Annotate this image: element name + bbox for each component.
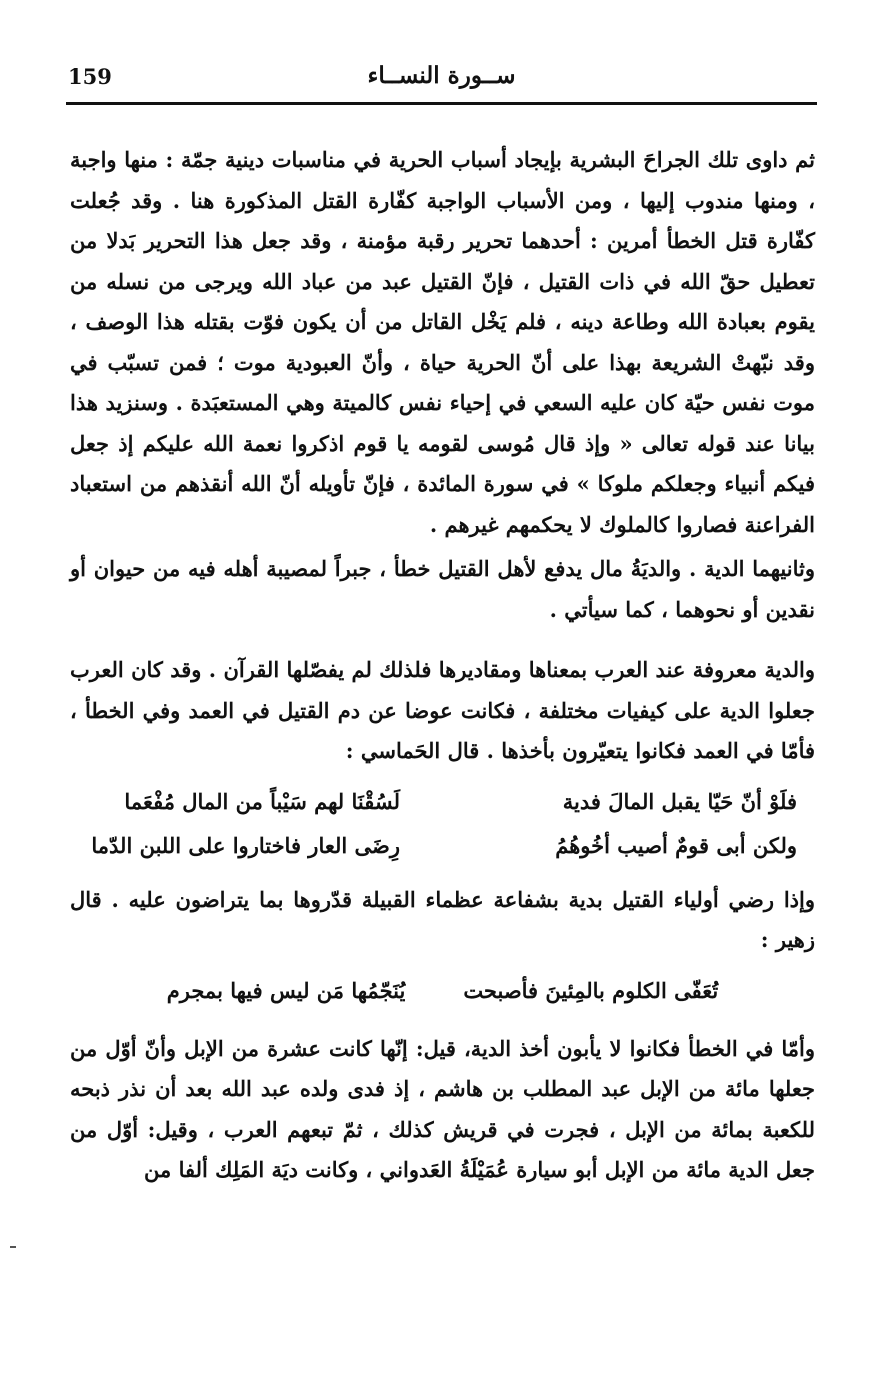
page-number: 159 xyxy=(68,64,112,89)
verse-first-hemistich: ولكن أبى قومٌ أصيب أخُوهُمُ xyxy=(555,832,797,858)
verse-second-hemistich: رِضَى العار فاختاروا على اللبن الدّما xyxy=(91,832,400,858)
poem-verse xyxy=(70,824,815,868)
scan-mark xyxy=(10,1246,16,1248)
body-text xyxy=(70,140,815,1191)
poem-hamasi xyxy=(70,780,815,868)
verse-first-hemistich: تُعَفّى الكلوم بالمِئينَ فأصبحت xyxy=(463,977,719,1003)
paragraph-diya-arabs: والدية معروفة عند العرب بمعناها ومقاديرها فلذلك لم يفصّلها القرآن . وقد كان العرب جعلوا الدية على كيفيات مختلفة ، فكانت عوضا عن دم القتيل في العمد وفي الخطأ ، فأمّا في العمد فكانوا يتعيّرون بأخذها . قال الحَماسي : xyxy=(70,657,815,763)
page-header xyxy=(68,60,815,96)
surah-title: ســورة النســاء xyxy=(367,62,516,89)
paragraph-diya-definition: وثانيهما الدية . والديَةُ مال يدفع لأهل القتيل خطأ ، جبراً لمصيبة أهله فيه من حيوان أو نقدين أو نحوهما ، كما سيأتي . xyxy=(70,556,815,622)
verse-second-hemistich: لَسُقْنَا لهم سَيْباً من المال مُفْعَما xyxy=(124,788,400,814)
paragraph-diya-history: وأمّا في الخطأ فكانوا لا يأبون أخذ الدية، قيل: إنّها كانت عشرة من الإبل وأنّ أوّل من جعلها مائة من الإبل عبد المطلب بن هاشم ، إذ فدى ولده عبد الله بعد أن نذر ذبحه للكعبة بمائة من الإبل ، فجرت في قريش كذلك ، ثمّ تبعهم العرب ، وقيل: أوّل من جعل الدية مائة من الإبل أبو سيارة عُمَيْلَةُ العَدواني ، وكانت ديَة المَلِك ألفا من xyxy=(70,1035,815,1182)
paragraph-tribal-mediation: وإذا رضي أولياء القتيل بدية بشفاعة عظماء القبيلة قدّروها بما يتراضون عليه . قال زهير : xyxy=(70,886,815,952)
verse-first-hemistich: فلَوْ أنّ حَيّا يقبل المالَ فدية xyxy=(562,788,797,814)
header-rule xyxy=(66,102,817,105)
poem-zuhair xyxy=(70,969,815,1013)
poem-verse xyxy=(70,780,815,824)
verse-second-hemistich: يُنَجّمُها مَن ليس فيها بمجرم xyxy=(166,977,406,1003)
paragraph-liberation: ثم داوى تلك الجراحَ البشرية بإيجاد أسباب الحرية في مناسبات دينية جمّة : منها واجبة ، ومنها مندوب إليها ، ومن الأسباب الواجبة كفّارة القتل المذكورة هنا . وقد جُعلت كفّارة قتل الخطأ أمرين : أحدهما تحرير رقبة مؤمنة ، وقد جعل هذا التحرير بَدلا من تعطيل حقّ الله في ذات القتيل ، فإنّ القتيل عبد من عباد الله ويرجى من نسله من يقوم بعبادة الله وطاعة دينه ، فلم يَخْل القاتل من أن يكون فوّت بقتله هذا الوصف ، وقد نبّهتْ الشريعة بهذا على أنّ الحرية حياة ، وأنّ العبودية موت ؛ فمن تسبّب في موت نفس حيّة كان عليه السعي في إحياء نفس كالميتة وهي المستعبَدة . وسنزيد هذا بيانا عند قوله تعالى « وإذ قال مُوسى لقومه يا قوم اذكروا نعمة الله عليكم إذ جعل فيكم أنبياء وجعلكم ملوكا » في سورة المائدة ، فإنّ تأويله أنّ الله أنقذهم من استعباد الفراعنة فصاروا كالملوك لا يحكمهم غيرهم . xyxy=(70,147,815,537)
